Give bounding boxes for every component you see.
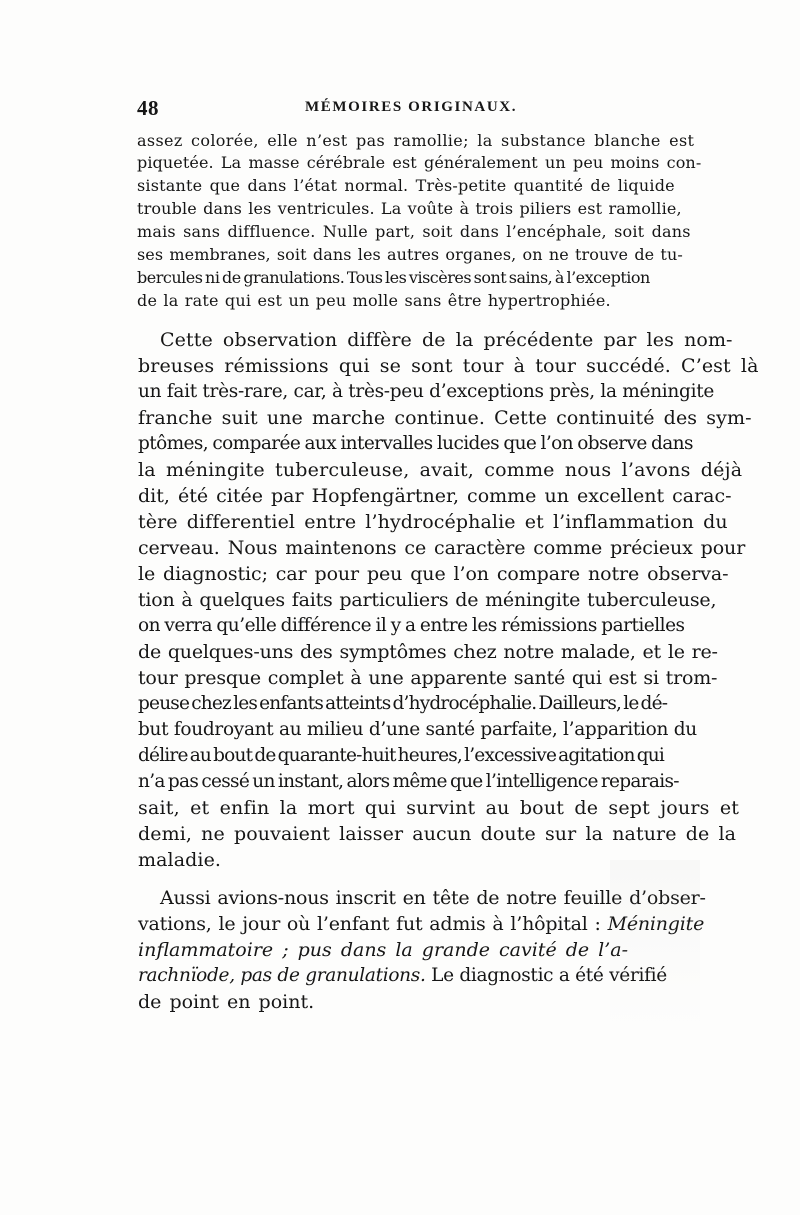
text-line: de la rate qui est un peu molle sans être hypertrophiée. (137, 291, 611, 310)
text-line: peuse chez les enfants atteints d’hydrocéphalie. Dailleurs, le dé- (138, 693, 668, 714)
text-line: Aussi avions-nous inscrit en tête de notre feuille d’obser- (160, 887, 706, 909)
text-line: ses membranes, soit dans les autres organes, on ne trouve de tu- (137, 245, 683, 264)
text-line: tion à quelques faits particuliers de méningite tuberculeuse, (138, 589, 717, 611)
text-line: Cette observation diffère de la précédente par les nom- (160, 329, 733, 351)
running-title: MÉMOIRES ORIGINAUX. (305, 99, 518, 115)
text-segment: Le diagnostic a été vérifié (425, 965, 667, 986)
text-line: délire au bout de quarante-huit heures, l’excessive agitation qui (138, 745, 664, 766)
text-line: cerveau. Nous maintenons ce caractère comme précieux pour (138, 537, 746, 559)
text-line: un fait très-rare, car, à très-peu d’exceptions près, la méningite (138, 381, 714, 402)
text-line-with-italic (138, 965, 667, 986)
text-line: tère differentiel entre l’hydrocéphalie et l’inflammation du (138, 511, 728, 533)
text-line: n’a pas cessé un instant, alors même que l’intelligence reparais- (138, 771, 679, 792)
text-line: demi, ne pouvaient laisser aucun doute sur la nature de la (138, 823, 737, 845)
text-line: sistante que dans l’état normal. Très-petite quantité de liquide (137, 176, 675, 195)
text-line: but foudroyant au milieu d’une santé parfaite, l’apparition du (138, 719, 697, 740)
text-line: tour presque complet à une apparente santé qui est si trom- (138, 667, 718, 689)
text-line: de point en point. (138, 991, 315, 1013)
text-line: dit, été citée par Hopfengärtner, comme un excellent carac- (138, 485, 732, 507)
text-line: ptômes, comparée aux intervalles lucides que l’on observe dans (138, 433, 693, 454)
text-line: on verra qu’elle différence il y a entre les rémissions partielles (138, 615, 685, 636)
running-head (137, 96, 664, 124)
text-line: franche suit une marche continue. Cette continuité des sym- (138, 407, 752, 429)
italic-segment: rachnïode, pas de granulations. (138, 965, 426, 986)
italic-segment: Méningite (607, 913, 705, 935)
text-segment: vations, le jour où l’enfant fut admis à l’hôpital : (138, 913, 608, 935)
text-line: inflammatoire ; pus dans la grande cavité de l’a- (138, 939, 629, 961)
text-line: assez colorée, elle n’est pas ramollie; la substance blanche est (137, 131, 695, 150)
text-line: piquetée. La masse cérébrale est généralement un peu moins con- (137, 153, 702, 172)
text-line: le diagnostic; car pour peu que l’on compare notre observa- (138, 563, 729, 585)
text-line: la méningite tuberculeuse, avait, comme nous l’avons déjà (138, 459, 743, 481)
text-line: trouble dans les ventricules. La voûte à trois piliers est ramollie, (137, 199, 682, 218)
text-line: maladie. (138, 849, 222, 871)
text-line: sait, et enfin la mort qui survint au bout de sept jours et (138, 797, 740, 819)
text-line: breuses rémissions qui se sont tour à tour succédé. C’est là (138, 355, 759, 377)
bleed-through-shadow (610, 860, 700, 1030)
text-line: de quelques-uns des symptômes chez notre malade, et le re- (138, 641, 718, 663)
page-number: 48 (137, 96, 159, 120)
text-line: bercules ni de granulations. Tous les viscères sont sains, à l’exception (137, 268, 650, 287)
text-line: mais sans diffluence. Nulle part, soit dans l’encéphale, soit dans (137, 222, 691, 241)
